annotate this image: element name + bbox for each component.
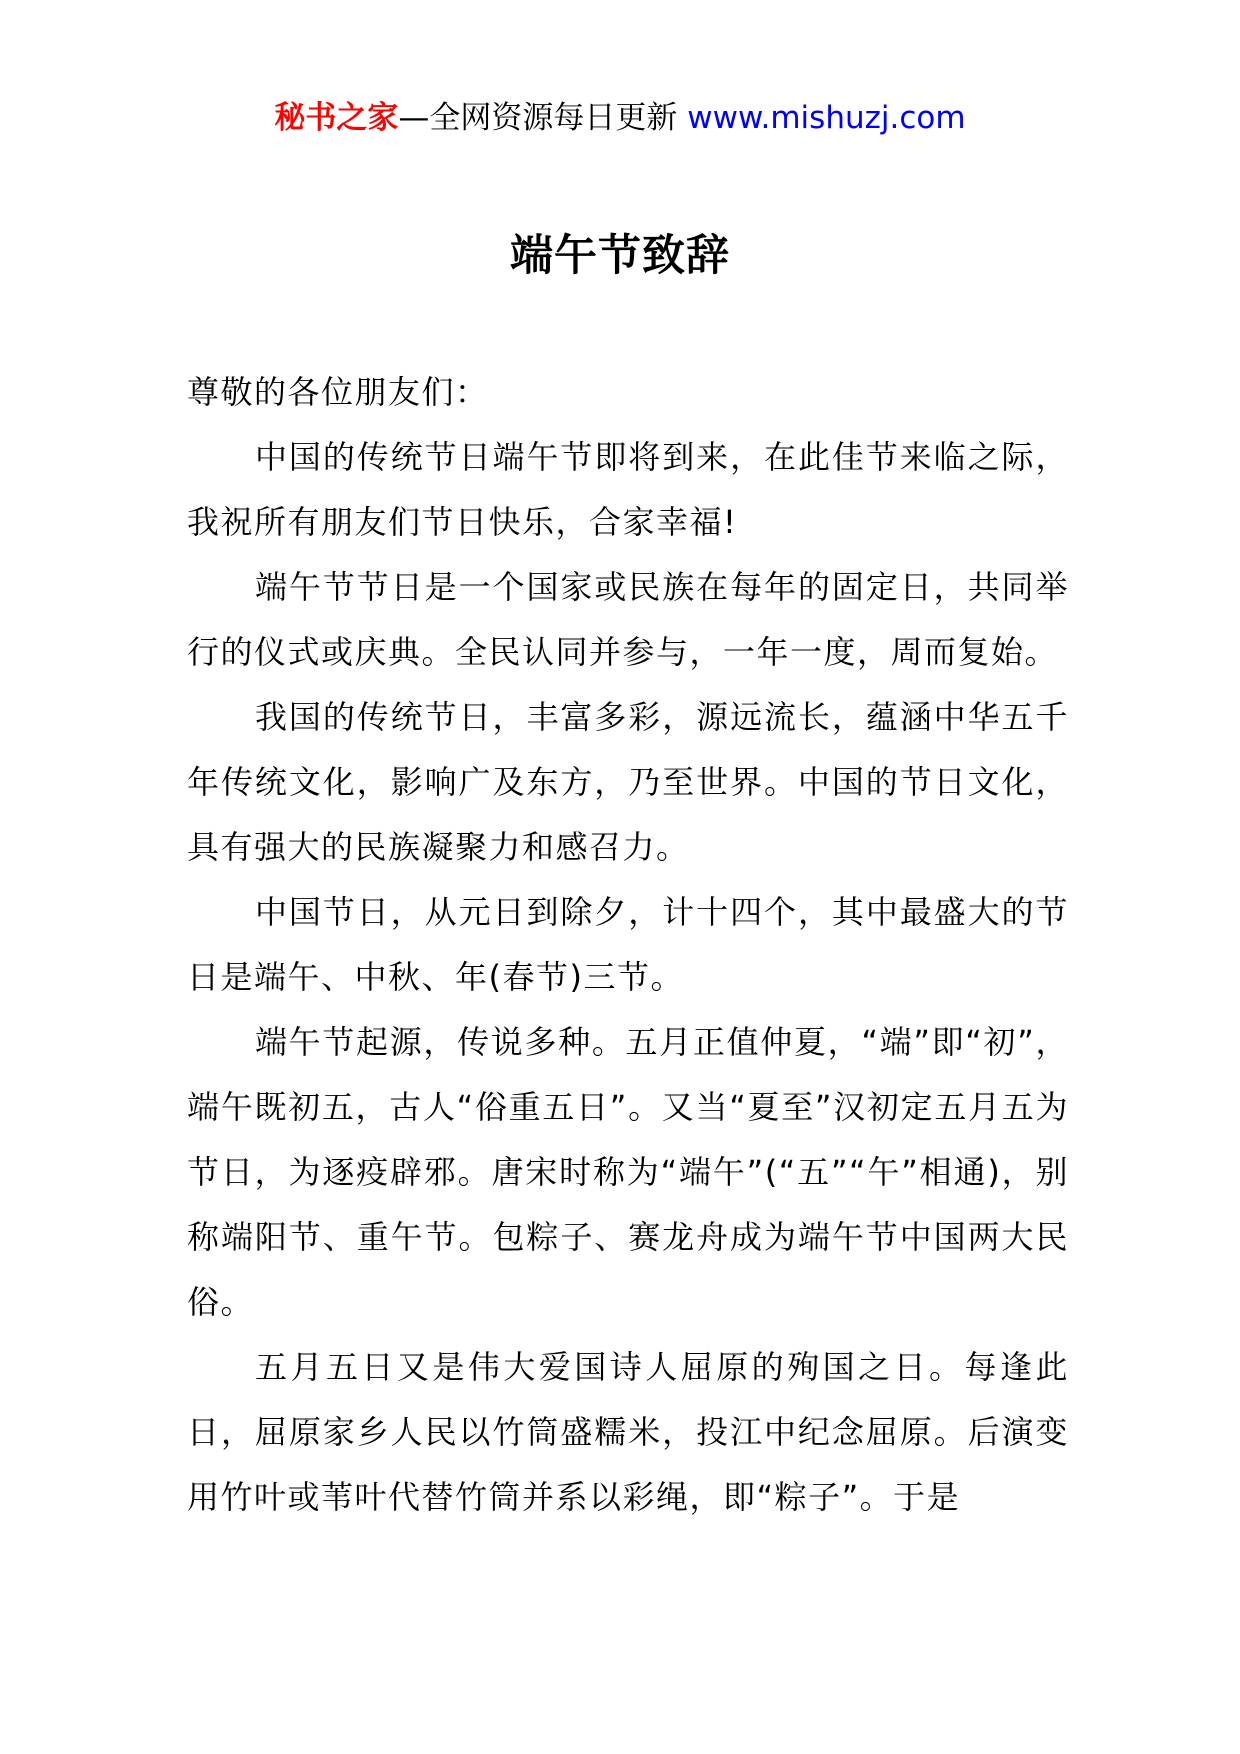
site-header xyxy=(0,98,1240,138)
paragraph: 我国的传统节日，丰富多彩，源远流长，蕴涵中华五千年传统文化，影响广及东方，乃至世界。中国的节日文化，具有强大的民族凝聚力和感召力。 xyxy=(187,698,1069,866)
paragraph: 中国节日，从元日到除夕，计十四个，其中最盛大的节日是端午、中秋、年(春节)三节。 xyxy=(187,893,1069,996)
document-title: 端午节致辞 xyxy=(510,231,730,281)
site-brand: 秘书之家 xyxy=(274,100,399,136)
site-url-link[interactable]: www.mishuzj.com xyxy=(687,100,966,136)
paragraph: 端午节起源，传说多种。五月正值仲夏，“端”即“初”，端午既初五，古人“俗重五日”。又当“夏至”汉初定五月五为节日，为逐疫辟邪。唐宋时称为“端午”(“五”“午”相通)，别称端阳节、重午节。包粽子、赛龙舟成为端午节中国两大民俗。 xyxy=(187,1023,1069,1321)
paragraph: 端午节节日是一个国家或民族在每年的固定日，共同举行的仪式或庆典。全民认同并参与，一年一度，周而复始。 xyxy=(187,568,1069,671)
document-body xyxy=(187,360,1069,1530)
salutation: 尊敬的各位朋友们： xyxy=(187,373,489,411)
paragraph: 五月五日又是伟大爱国诗人屈原的殉国之日。每逢此日，屈原家乡人民以竹筒盛糯米，投江中纪念屈原。后演变用竹叶或苇叶代替竹筒并系以彩绳，即“粽子”。于是 xyxy=(187,1348,1069,1516)
paragraph: 中国的传统节日端午节即将到来，在此佳节来临之际，我祝所有朋友们节日快乐，合家幸福! xyxy=(187,438,1069,541)
site-tagline: —全网资源每日更新 xyxy=(398,100,678,136)
